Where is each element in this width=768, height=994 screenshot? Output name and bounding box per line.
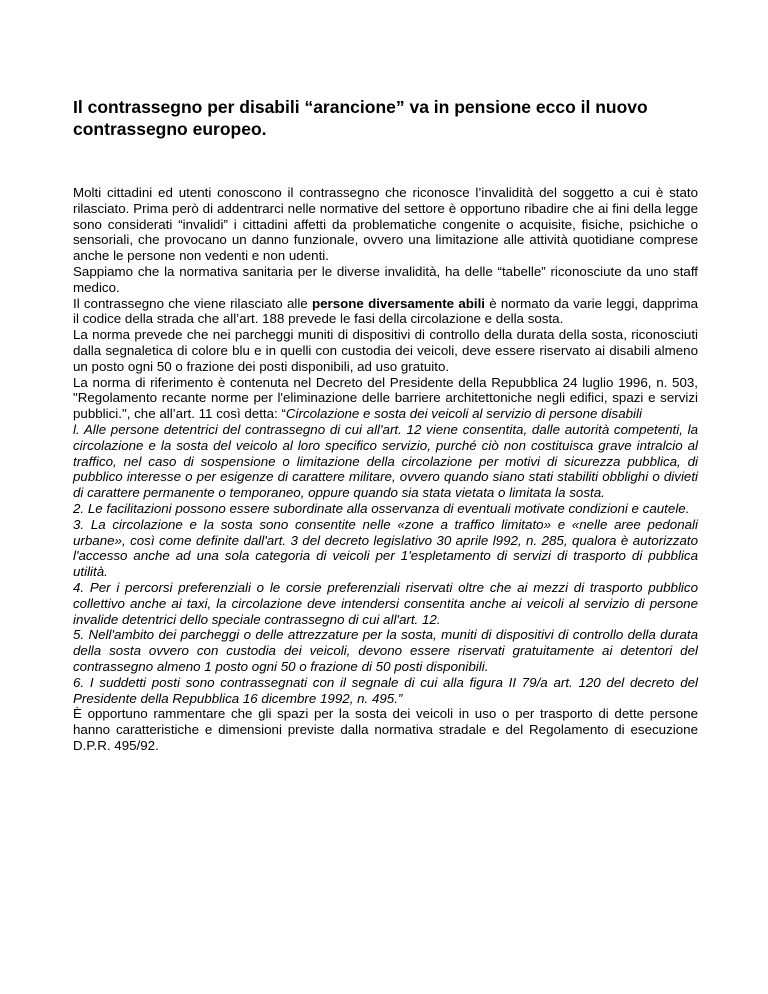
article-item-6: 6. I suddetti posti sono contrassegnati con il segnale di cui alla figura II 79/a art. 120 del decreto del Presidente della Repubblica 16 dicembre 1992, n. 495.” (73, 674, 698, 706)
article-item-3: 3. La circolazione e la sosta sono consentite nelle «zone a traffico limitato» e «nelle aree pedonali urbane», così come definite dall'art. 3 del decreto legislativo 30 aprile l992, n. 285, qualora è autorizzato l'accesso anche ad una sola categoria di veicoli per 1'espletamento di servizi di trasporto di pubblica utilità. (73, 516, 698, 580)
text-span: Il contrassegno che viene rilasciato alle (73, 295, 312, 311)
document-body (73, 185, 698, 754)
document-title: Il contrassegno per disabili “arancione” va in pensione ecco il nuovo contrassegno europeo. (73, 97, 648, 139)
article-item-2: 2. Le facilitazioni possono essere subordinate alla osservanza di eventuali motivate condizioni e cautele. (73, 500, 690, 516)
article-item-4: 4. Per i percorsi preferenziali o le corsie preferenziali riservati oltre che ai mezzi di trasporto pubblico collettivo anche ai taxi, la circolazione deve intendersi consentita anche ai veicoli al servizio di persone invalide detentrici dello speciale contrassegno di cui all'art. 12. (73, 579, 698, 627)
paragraph-contrassegno (73, 296, 698, 328)
paragraph-closing: È opportuno rammentare che gli spazi per la sosta dei veicoli in uso o per trasporto di dette persone hanno caratteristiche e dimensioni previste dalla normativa stradale e del Regolamento di esecuzione D.P.R. 495/92. (73, 706, 698, 753)
text-span: La norma di riferimento è contenuta nel Decreto del Presidente della Repubblica 24 luglio 1996, n. 503, "Regolamento recante norme per l'eliminazione delle barriere architettoniche negli edifici, spazi e servizi pubblici.", che all’art. 11 così detta: “ (73, 374, 698, 422)
article-item-1: l. Alle persone detentrici del contrassegno di cui all'art. 12 viene consentita, dalle autorità competenti, la circolazione e la sosta del veicolo al loro specifico servizio, purché ciò non costituisca grave intralcio al traffico, nel caso di sospensione o limitazione della circolazione per motivi di sicurezza pubblica, di pubblico interesse o per esigenze di carattere militare, ovvero quando siano stati stabiliti obblighi o divieti di carattere permanente o temporaneo, oppure quando sia stata vietata o limitata la sosta. (73, 421, 698, 501)
paragraph-tabelle: Sappiamo che la normativa sanitaria per le diverse invalidità, ha delle “tabelle” riconosciute da uno staff medico. (73, 263, 698, 295)
paragraph-intro: Molti cittadini ed utenti conoscono il contrassegno che riconosce l’invalidità del soggetto a cui è stato rilasciato. Prima però di addentrarci nelle normative del settore è opportuno ribadire che ai fini della legge sono considerati “invalidi” i cittadini affetti da problematiche congenite o acquisite, fisiche, psichiche o sensoriali, che provocano un danno funzionale, ovvero una limitazione alle attività quotidiane comprese anche le persone non vedenti e non udenti. (73, 185, 698, 264)
paragraph-decreto (73, 375, 698, 422)
italic-heading: Circolazione e sosta dei veicoli al servizio di persone disabili (285, 406, 642, 422)
bold-text: persone diversamente abili (311, 295, 486, 311)
text-span: è normato da varie leggi, dapprima il codice della strada che all’art. 188 prevede le fasi della circolazione e della sosta. (73, 295, 698, 327)
paragraph-norma: La norma prevede che nei parcheggi muniti di dispositivi di controllo della durata della sosta, riconosciuti dalla segnaletica di colore blu e in quelli con custodia dei veicoli, deve essere riservato ai disabili almeno un posto ogni 50 o frazione dei posti disponibili, ad uso gratuito. (73, 327, 698, 374)
article-item-5: 5. Nell'ambito dei parcheggi o delle attrezzature per la sosta, muniti di dispositivi di controllo della durata della sosta ovvero con custodia dei veicoli, devono essere riservati gratuitamente ai detentori del contrassegno almeno 1 posto ogni 50 o frazione di 50 posti disponibili. (73, 627, 698, 674)
